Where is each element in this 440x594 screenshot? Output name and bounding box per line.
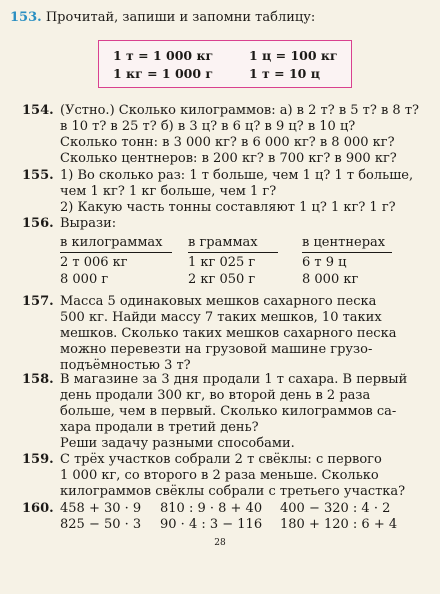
exercise-line: 2) Какую часть тонны составляют 1 ц? 1 кг? 1 г?: [60, 200, 396, 215]
exercise-number: 157.: [22, 294, 54, 309]
units-table-box: [98, 40, 352, 88]
exercise-number: 160.: [22, 501, 54, 516]
exercise-text: Прочитай, запиши и запомни таблицу:: [45, 10, 316, 25]
expression: 400 − 320 : 4 · 2: [280, 501, 391, 516]
exercise-line: можно перевезти на грузовой машине грузо-: [60, 342, 373, 357]
exercise-line: В магазине за 3 дня продали 1 т сахара. В первый: [60, 372, 408, 387]
units-cell: 1 т = 1 000 кг: [113, 48, 214, 63]
exercise-line: С трёх участков собрали 2 т свёклы: с первого: [60, 452, 382, 467]
units-cell: 1 кг = 1 000 г: [113, 66, 214, 81]
exercise-number: 154.: [22, 103, 54, 118]
units-cell: 1 т = 10 ц: [249, 66, 320, 81]
column-header: в граммах: [188, 235, 258, 250]
table-cell: 2 т 006 кг: [60, 255, 128, 270]
exercise-number: 158.: [22, 372, 54, 387]
exercise-line: 1 000 кг, со второго в 2 раза меньше. Сколько: [60, 468, 379, 483]
exercise-number: 159.: [22, 452, 54, 467]
table-cell: 1 кг 025 г: [188, 255, 256, 270]
exercise-line: Сколько центнеров: в 200 кг? в 700 кг? в 900 кг?: [60, 151, 397, 166]
exercise-number: 155.: [22, 168, 54, 183]
exercise-line: (Устно.) Сколько килограммов: а) в 2 т? в 5 т? в 8 т?: [60, 103, 419, 118]
units-cell: 1 ц = 100 кг: [249, 48, 338, 63]
exercise-number: 153.: [10, 10, 42, 25]
exercise-number: 156.: [22, 216, 54, 231]
header-underline: [60, 252, 172, 253]
exercise-line: Реши задачу разными способами.: [60, 436, 295, 451]
table-cell: 8 000 кг: [302, 272, 359, 287]
table-cell: 8 000 г: [60, 272, 109, 287]
exercise-line: чем 1 кг? 1 кг больше, чем 1 г?: [60, 184, 277, 199]
expression: 810 : 9 · 8 + 40: [160, 501, 263, 516]
exercise-line: больше, чем в первый. Сколько килограммов са-: [60, 404, 397, 419]
column-header: в килограммах: [60, 235, 163, 250]
table-cell: 6 т 9 ц: [302, 255, 347, 270]
expression: 458 + 30 · 9: [60, 501, 142, 516]
exercise-line: 1) Во сколько раз: 1 т больше, чем 1 ц? 1 т больше,: [60, 168, 414, 183]
header-underline: [302, 252, 392, 253]
page-number: 28: [214, 538, 226, 548]
exercise-text: Вырази:: [60, 216, 117, 231]
expression: 90 · 4 : 3 − 116: [160, 517, 263, 532]
table-cell: 2 кг 050 г: [188, 272, 256, 287]
column-header: в центнерах: [302, 235, 386, 250]
exercise-line: день продали 300 кг, во второй день в 2 раза: [60, 388, 371, 403]
exercise-line: хара продали в третий день?: [60, 420, 259, 435]
exercise-line: килограммов свёклы собрали с третьего участка?: [60, 484, 406, 499]
expression: 180 + 120 : 6 + 4: [280, 517, 398, 532]
exercise-line: Сколько тонн: в 3 000 кг? в 6 000 кг? в 8 000 кг?: [60, 135, 395, 150]
header-underline: [188, 252, 278, 253]
exercise-line: подъёмностью 3 т?: [60, 358, 191, 373]
exercise-line: Масса 5 одинаковых мешков сахарного песка: [60, 294, 377, 309]
exercise-line: в 10 т? в 25 т? б) в 3 ц? в 6 ц? в 9 ц? в 10 ц?: [60, 119, 356, 134]
exercise-153: [10, 10, 315, 26]
expression: 825 − 50 · 3: [60, 517, 142, 532]
exercise-line: 500 кг. Найди массу 7 таких мешков, 10 таких: [60, 310, 382, 325]
exercise-line: мешков. Сколько таких мешков сахарного песка: [60, 326, 397, 341]
